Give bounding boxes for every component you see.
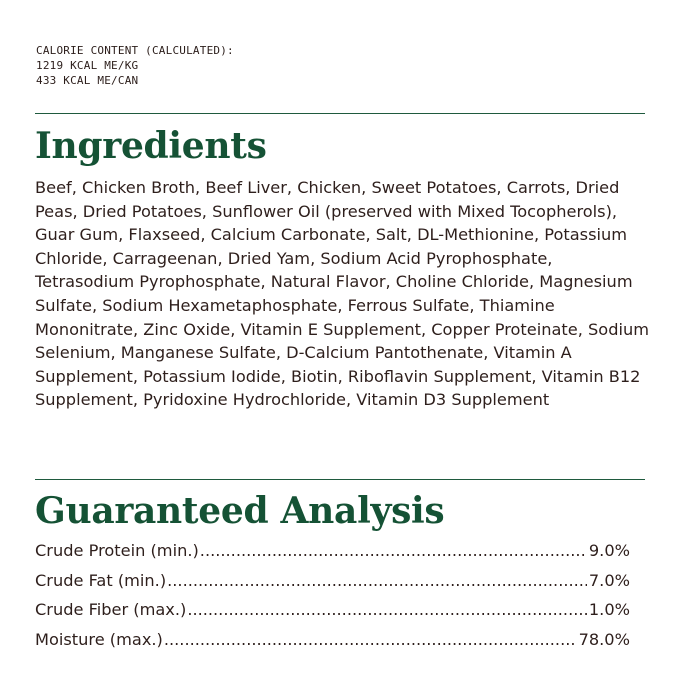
ingredients-list: Beef, Chicken Broth, Beef Liver, Chicken, Sweet Potatoes, Carrots, Dried Peas, Dried Potatoes, Sunflower Oil (preserved with Mixed Tocopherols), Guar Gum, Flaxseed, Calcium Carbonate, Salt, DL-Methionine, Potassium Chloride, Carrageenan, Dried Yam, Sodium Acid Pyrophosphate, Tetrasodium Pyrophosphate, Natural Flavor, Choline Chloride, Magnesium Sulfate, Sodium Hexametaphosphate, Ferrous Sulfate, Thiamine Mononitrate, Zinc Oxide, Vitamin E Supplement, Copper Proteinate, Sodium Selenium, Manganese Sulfate, D-Calcium Pantothenate, Vitamin A Supplement, Potassium Iodide, Biotin, Riboflavin Supplement, Vitamin B12 Supplement, Pyridoxine Hydrochloride, Vitamin D3 Supplement: [35, 178, 649, 410]
analysis-row-moisture: [35, 630, 630, 660]
guaranteed-analysis-heading: Guaranteed Analysis: [35, 490, 445, 532]
analysis-value: 1.0%: [588, 600, 630, 619]
analysis-label: Crude Protein (min.): [35, 541, 199, 560]
divider-middle: [35, 479, 645, 480]
analysis-label: Moisture (max.): [35, 629, 163, 649]
dot-leader: [187, 600, 587, 619]
analysis-row-crude-fiber: [35, 600, 630, 630]
analysis-value: 7.0%: [588, 570, 630, 590]
dot-leader: [164, 630, 577, 649]
analysis-value: 78.0%: [578, 629, 630, 649]
analysis-value: 9.0%: [588, 541, 630, 560]
calorie-per-can: 433 KCAL ME/CAN: [36, 74, 139, 87]
guaranteed-analysis-table: [35, 541, 630, 659]
divider-top: [35, 113, 645, 114]
dot-leader: [200, 541, 587, 560]
analysis-label: Crude Fat (min.): [35, 570, 167, 590]
analysis-row-crude-protein: [35, 541, 630, 571]
analysis-row-crude-fat: [35, 571, 630, 601]
ingredients-heading: Ingredients: [35, 125, 267, 167]
calorie-content-title: CALORIE CONTENT (CALCULATED):: [36, 44, 234, 57]
calorie-per-kg: 1219 KCAL ME/KG: [36, 59, 139, 72]
analysis-label: Crude Fiber (max.): [35, 600, 187, 619]
dot-leader: [167, 571, 587, 590]
calorie-content-block: [36, 43, 234, 88]
